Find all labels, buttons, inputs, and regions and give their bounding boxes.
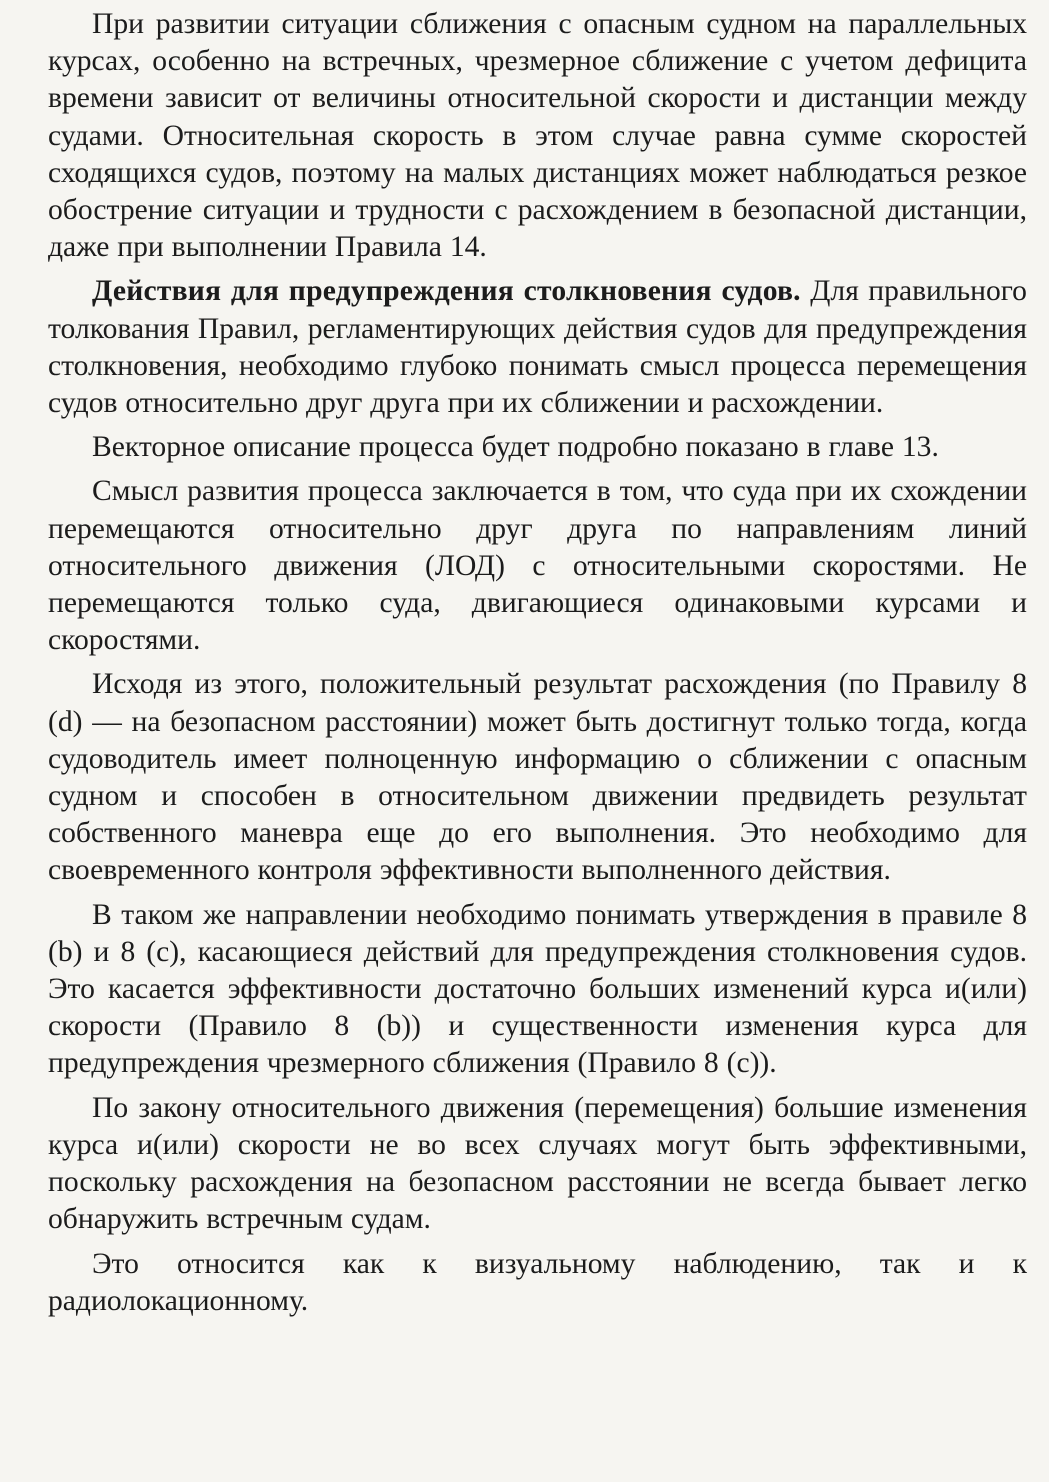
paragraph-5 — [48, 666, 1027, 889]
paragraph-3 — [48, 429, 1027, 466]
paragraph-8-text: Это относится как к визуальному наблюдению, так и к радиолокационному. — [48, 1247, 1027, 1317]
paragraph-2-text: Для правильного толкования Правил, регламентирующих действия судов для предупреждения столкновения, необходимо глубоко понимать смысл процесса перемещения судов относительно друг друга при их сближении и расхождении. — [48, 275, 1027, 420]
paragraph-1-text: При развитии ситуации сближения с опасным судном на параллельных курсах, особенно на встречных, чрезмерное сближение с учетом дефицита времени зависит от величины относительной скорости и дистанции между судами. Относительная скорость в этом случае равна сумме скоростей сходящихся судов, поэтому на малых дистанциях может наблюдаться резкое обострение ситуации и трудности с расхождением в безопасной дистанции, даже при выполнении Правила 14. — [48, 8, 1027, 264]
paragraph-2 — [48, 273, 1027, 422]
paragraph-3-text: Векторное описание процесса будет подробно показано в главе 13. — [92, 431, 939, 464]
paragraph-4 — [48, 473, 1027, 659]
paragraph-8 — [48, 1246, 1027, 1320]
paragraph-4-text: Смысл развития процесса заключается в том, что суда при их схождении перемещаются относительно друг друга по направлениям линий относительного движения (ЛОД) с относительными скоростями. Не перемещаются только суда, двигающиеся одинаковыми курсами и скоростями. — [48, 475, 1027, 657]
paragraph-7-text: По закону относительного движения (перемещения) большие изменения курса и(или) скорости не во всех случаях могут быть эффективными, поскольку расхождения на безопасном расстоянии не всегда бывает легко обнаружить встречным судам. — [48, 1091, 1027, 1236]
paragraph-5-text: Исходя из этого, положительный результат расхождения (по Правилу 8 (d) — на безопасном расстоянии) может быть достигнут только тогда, когда судоводитель имеет полноценную информацию о сближении с опасным судном и способен в относительном движении предвидеть результат собственного маневра еще до его выполнения. Это необходимо для своевременного контроля эффективности выполненного действия. — [48, 668, 1027, 887]
paragraph-6-text: В таком же направлении необходимо понимать утверждения в правиле 8 (b) и 8 (с), касающиеся действий для предупреждения столкновения судов. Это касается эффективности достаточно больших изменений курса и(или) скорости (Правило 8 (b)) и существенности изменения курса для предупреждения чрезмерного сближения (Правило 8 (с)). — [48, 898, 1027, 1080]
paragraph-6 — [48, 897, 1027, 1083]
paragraph-2-heading: Действия для предупреждения столкновения судов. — [92, 275, 801, 308]
paragraph-7 — [48, 1090, 1027, 1239]
paragraph-1 — [48, 6, 1027, 266]
